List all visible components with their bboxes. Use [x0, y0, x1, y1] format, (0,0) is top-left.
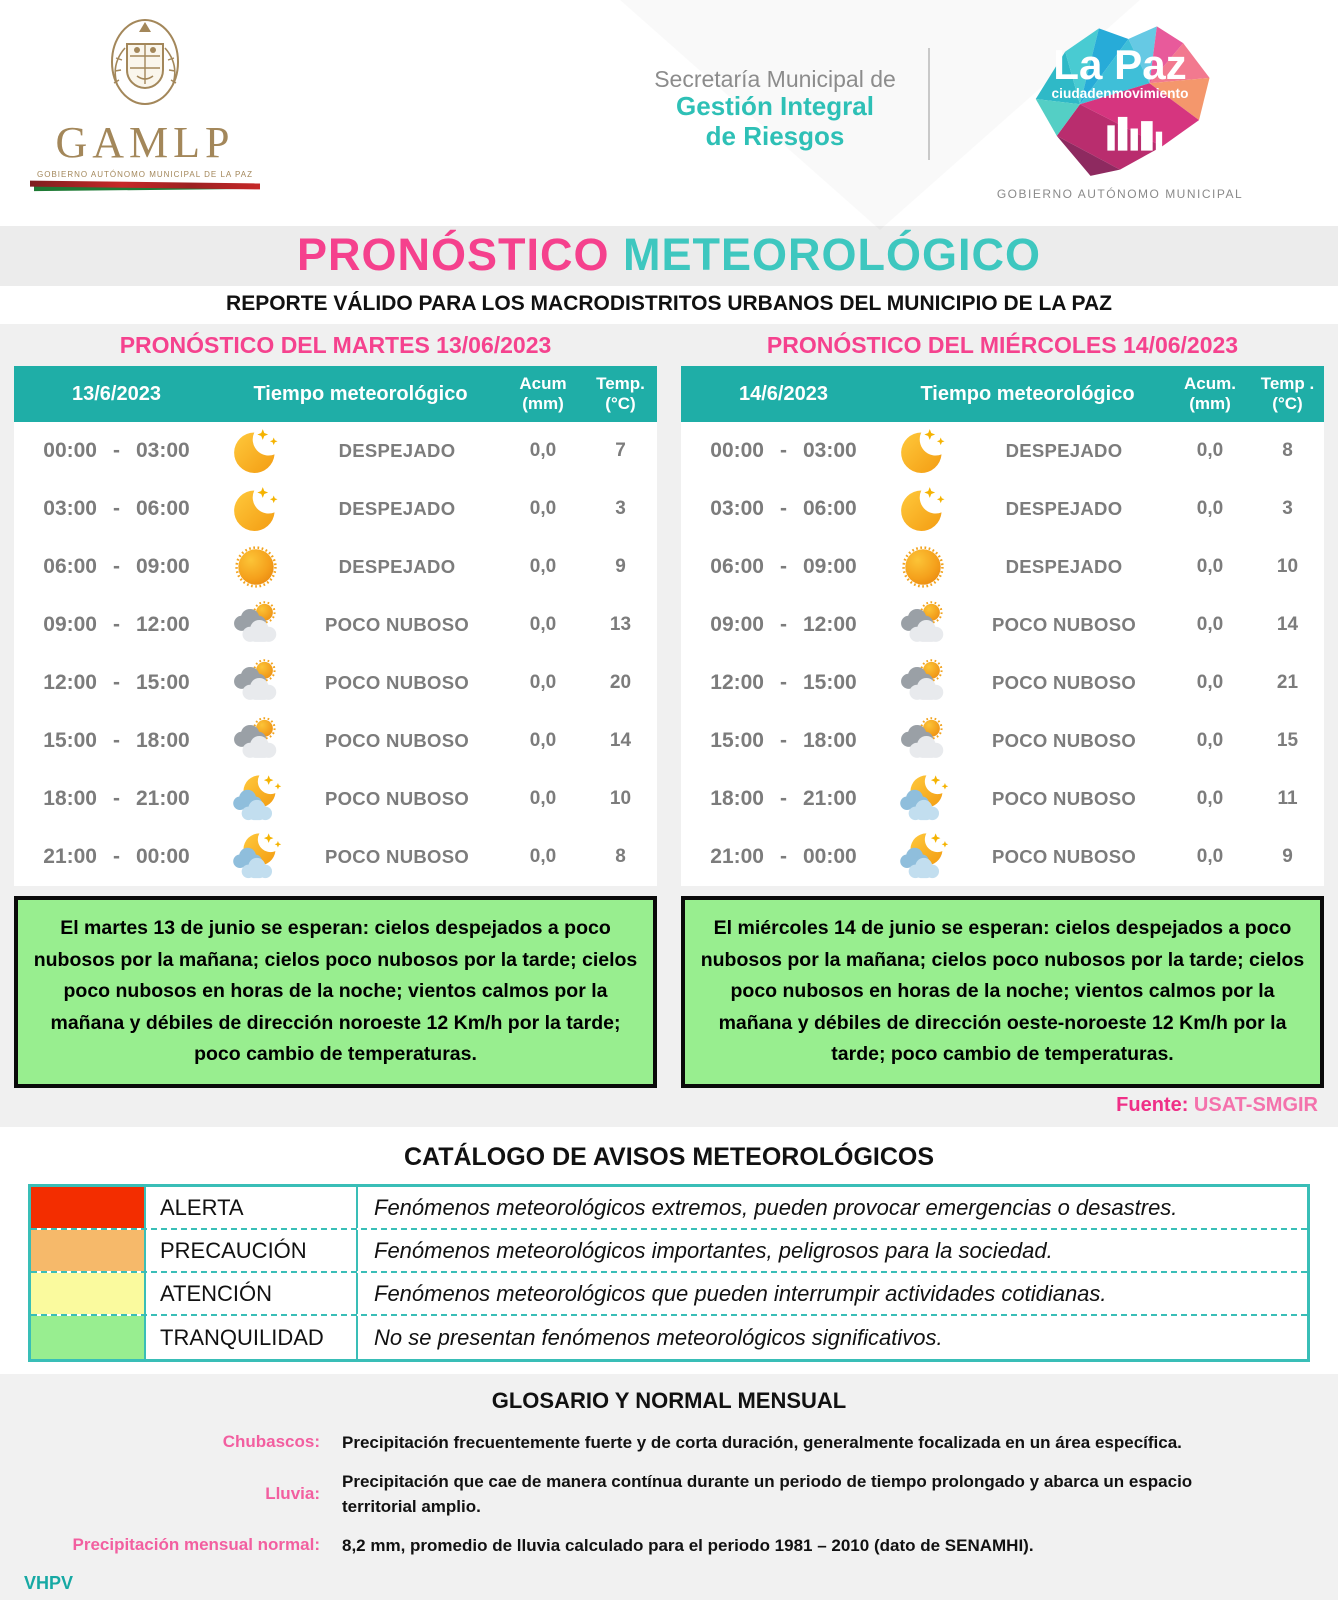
lapaz-map-icon	[1005, 40, 1235, 182]
level-description: No se presentan fenómenos meteorológicos significativos.	[374, 1324, 943, 1350]
forecast-row	[14, 770, 657, 828]
glossary-definition: 8,2 mm, promedio de lluvia calculado para el periodo 1981 – 2010 (dato de SENAMHI).	[342, 1535, 1034, 1555]
gamlp-caption: GOBIERNO AUTÓNOMO MUNICIPAL DE LA PAZ	[37, 170, 253, 179]
weather-condition: DESPEJADO	[1005, 440, 1123, 461]
lapaz-caption: GOBIERNO AUTÓNOMO MUNICIPAL	[996, 187, 1244, 201]
forecast-section	[0, 324, 1338, 1127]
acum-value: 0,0	[529, 788, 557, 809]
time-range: 00:00 - 03:00	[710, 439, 857, 462]
column-header-temp: Temp . (°C)	[1260, 374, 1315, 413]
weather-condition: DESPEJADO	[338, 498, 456, 519]
partly-cloudy-night-icon	[219, 830, 292, 884]
source-label: Fuente:	[1116, 1094, 1189, 1116]
acum-value: 0,0	[529, 498, 557, 519]
svg-text:La Paz: La Paz	[1053, 40, 1187, 88]
catalog-row	[31, 1316, 1307, 1359]
time-range: 21:00 - 00:00	[710, 845, 857, 868]
forecast-row	[681, 828, 1324, 886]
temp-value: 7	[615, 440, 626, 461]
temp-value: 10	[609, 788, 632, 809]
catalog-row	[31, 1187, 1307, 1230]
forecast-row	[681, 654, 1324, 712]
glossary-definition: Precipitación que cae de manera contínua durante un periodo de tiempo prolongado y abarca un espacio territorial amplio.	[342, 1471, 1193, 1516]
level-label: ATENCIÓN	[146, 1273, 358, 1314]
author-initials: VHPV	[24, 1573, 74, 1593]
partly-cloudy-day-icon	[886, 714, 959, 768]
forecast-row	[681, 712, 1324, 770]
forecast-row	[14, 828, 657, 886]
glossary-term: Lluvia:	[265, 1483, 320, 1503]
temp-value: 3	[1282, 498, 1293, 519]
column-header-acum: Acum. (mm)	[1184, 374, 1236, 413]
weather-condition: POCO NUBOSO	[324, 614, 470, 635]
secretaria-line1: Secretaría Municipal de	[654, 66, 896, 92]
partly-cloudy-day-icon	[219, 656, 292, 710]
page-title-part1: PRONÓSTICO	[296, 229, 610, 280]
temp-value: 3	[615, 498, 626, 519]
forecast-row	[14, 654, 657, 712]
column-header-weather: Tiempo meteorológico	[920, 382, 1135, 405]
weather-condition: POCO NUBOSO	[324, 846, 470, 867]
page-title-part2: METEOROLÓGICO	[623, 229, 1042, 280]
acum-value: 0,0	[1196, 788, 1224, 809]
glossary-entries	[0, 1430, 1338, 1558]
page-title	[0, 226, 1338, 286]
time-range: 06:00 - 09:00	[710, 555, 857, 578]
level-label: PRECAUCIÓN	[146, 1230, 358, 1271]
acum-value: 0,0	[1196, 846, 1224, 867]
column-header-temp: Temp. (°C)	[596, 374, 645, 413]
clear-night-icon	[219, 424, 292, 478]
gamlp-ribbon	[30, 182, 260, 192]
forecast-row	[14, 422, 657, 480]
forecast-summary-text: El miércoles 14 de junio se esperan: cielos despejados a poco nubosos por la mañana; cielos poco nubosos por la tarde; cielos poco nubosos en horas de la noche; vientos calmos por la mañana y débiles de dirección oeste-noroeste 12 Km/h por la tarde; poco cambio de temperaturas.	[700, 917, 1305, 1066]
time-range: 12:00 - 15:00	[43, 671, 190, 694]
catalog-section	[0, 1127, 1338, 1374]
column-header-acum: Acum (mm)	[519, 374, 567, 413]
temp-value: 20	[609, 672, 632, 693]
weather-condition: POCO NUBOSO	[991, 788, 1137, 809]
level-description: Fenómenos meteorológicos extremos, pueden provocar emergencias o desastres.	[374, 1194, 1178, 1220]
clear-night-icon	[886, 424, 959, 478]
glossary-title: GLOSARIO Y NORMAL MENSUAL	[491, 1388, 847, 1413]
level-description: Fenómenos meteorológicos importantes, peligrosos para la sociedad.	[374, 1237, 1053, 1263]
acum-value: 0,0	[529, 614, 557, 635]
source-value: USAT-SMGIR	[1193, 1094, 1318, 1116]
forecast-row	[681, 480, 1324, 538]
forecast-summary-box	[14, 896, 657, 1088]
weather-condition: DESPEJADO	[1005, 498, 1123, 519]
catalog-table	[28, 1184, 1310, 1362]
glossary-section	[0, 1374, 1338, 1600]
acum-value: 0,0	[529, 672, 557, 693]
forecast-table	[681, 366, 1324, 886]
glossary-entry	[0, 1430, 1338, 1456]
gamlp-acronym: GAMLP	[55, 118, 235, 167]
forecast-day-title: PRONÓSTICO DEL MIÉRCOLES 14/06/2023	[766, 332, 1239, 358]
partly-cloudy-night-icon	[886, 830, 959, 884]
partly-cloudy-day-icon	[219, 714, 292, 768]
level-description: Fenómenos meteorológicos que pueden interrumpir actividades cotidianas.	[374, 1280, 1107, 1306]
weather-condition: POCO NUBOSO	[324, 730, 470, 751]
partly-cloudy-night-icon	[219, 772, 292, 826]
catalog-row	[31, 1273, 1307, 1316]
forecast-row	[14, 480, 657, 538]
level-color-swatch	[31, 1316, 146, 1359]
forecast-summary-box	[681, 896, 1324, 1088]
temp-value: 13	[609, 614, 632, 635]
acum-value: 0,0	[529, 440, 557, 461]
clear-night-icon	[219, 482, 292, 536]
temp-value: 11	[1277, 788, 1298, 809]
header-divider	[928, 48, 930, 160]
level-label: TRANQUILIDAD	[146, 1316, 358, 1359]
glossary-entry	[0, 1469, 1338, 1520]
time-range: 03:00 - 06:00	[710, 497, 857, 520]
glossary-term: Precipitación mensual normal:	[72, 1534, 320, 1554]
temp-value: 8	[1282, 440, 1293, 461]
column-header-date: 14/6/2023	[739, 382, 828, 405]
column-header-date: 13/6/2023	[72, 382, 161, 405]
forecast-row	[14, 712, 657, 770]
weather-condition: POCO NUBOSO	[991, 730, 1137, 751]
temp-value: 9	[1282, 846, 1293, 867]
forecast-row	[681, 770, 1324, 828]
time-range: 03:00 - 06:00	[43, 497, 190, 520]
level-label: ALERTA	[146, 1187, 358, 1228]
acum-value: 0,0	[529, 846, 557, 867]
weather-condition: POCO NUBOSO	[991, 846, 1137, 867]
time-range: 18:00 - 21:00	[43, 787, 190, 810]
acum-value: 0,0	[1196, 498, 1224, 519]
weather-condition: POCO NUBOSO	[324, 788, 470, 809]
forecast-table-body	[681, 422, 1324, 886]
time-range: 15:00 - 18:00	[710, 729, 857, 752]
clear-day-icon	[219, 540, 292, 594]
temp-value: 21	[1276, 672, 1299, 693]
catalog-title: CATÁLOGO DE AVISOS METEOROLÓGICOS	[403, 1143, 935, 1171]
level-color-swatch	[31, 1230, 146, 1271]
acum-value: 0,0	[1196, 614, 1224, 635]
page-subtitle: REPORTE VÁLIDO PARA LOS MACRODISTRITOS URBANOS DEL MUNICIPIO DE LA PAZ	[0, 286, 1338, 324]
clear-day-icon	[886, 540, 959, 594]
temp-value: 15	[1276, 730, 1299, 751]
forecast-row	[681, 422, 1324, 480]
glossary-definition: Precipitación frecuentemente fuerte y de corta duración, generalmente focalizada en un área específica.	[342, 1433, 1182, 1452]
acum-value: 0,0	[1196, 672, 1224, 693]
weather-condition: DESPEJADO	[1005, 556, 1123, 577]
time-range: 09:00 - 12:00	[43, 613, 190, 636]
acum-value: 0,0	[1196, 730, 1224, 751]
time-range: 15:00 - 18:00	[43, 729, 190, 752]
forecast-row	[14, 538, 657, 596]
forecast-row	[681, 538, 1324, 596]
secretaria-line3: de Riesgos	[705, 121, 845, 152]
forecast-summary-text: El martes 13 de junio se esperan: cielos despejados a poco nubosos por la mañana; cielos poco nubosos por la tarde; cielos poco nubosos en horas de la noche; vientos calmos por la mañana y débiles de dirección noroeste 12 Km/h por la tarde; poco cambio de temperaturas.	[33, 917, 638, 1066]
secretaria-title	[640, 66, 910, 152]
time-range: 12:00 - 15:00	[710, 671, 857, 694]
acum-value: 0,0	[529, 730, 557, 751]
weather-condition: DESPEJADO	[338, 440, 456, 461]
time-range: 00:00 - 03:00	[43, 439, 190, 462]
time-range: 06:00 - 09:00	[43, 555, 190, 578]
temp-value: 10	[1276, 556, 1299, 577]
forecast-row	[14, 596, 657, 654]
weather-condition: POCO NUBOSO	[991, 672, 1137, 693]
page-header	[0, 0, 1338, 226]
source-line	[14, 1088, 1324, 1125]
forecast-table-header	[681, 366, 1324, 422]
clear-night-icon	[886, 482, 959, 536]
column-header-weather: Tiempo meteorológico	[253, 382, 468, 405]
partly-cloudy-night-icon	[886, 772, 959, 826]
level-color-swatch	[31, 1187, 146, 1228]
glossary-term: Chubascos:	[222, 1432, 320, 1452]
partly-cloudy-day-icon	[886, 656, 959, 710]
weather-condition: DESPEJADO	[338, 556, 456, 577]
acum-value: 0,0	[529, 556, 557, 577]
secretaria-line2: Gestión Integral	[676, 91, 874, 122]
forecast-column-tuesday	[14, 324, 657, 1088]
forecast-row	[681, 596, 1324, 654]
forecast-table-header	[14, 366, 657, 422]
time-range: 09:00 - 12:00	[710, 613, 857, 636]
time-range: 21:00 - 00:00	[43, 845, 190, 868]
catalog-row	[31, 1230, 1307, 1273]
temp-value: 9	[615, 556, 626, 577]
forecast-table-body	[14, 422, 657, 886]
acum-value: 0,0	[1196, 440, 1224, 461]
gamlp-logo	[30, 14, 260, 192]
forecast-column-wednesday	[681, 324, 1324, 1088]
temp-value: 14	[1276, 614, 1299, 635]
temp-value: 14	[609, 730, 632, 751]
level-color-swatch	[31, 1273, 146, 1314]
temp-value: 8	[615, 846, 626, 867]
time-range: 18:00 - 21:00	[710, 787, 857, 810]
forecast-table	[14, 366, 657, 886]
partly-cloudy-day-icon	[886, 598, 959, 652]
lapaz-logo	[960, 20, 1280, 201]
weather-condition: POCO NUBOSO	[324, 672, 470, 693]
glossary-entry	[0, 1533, 1338, 1559]
weather-condition: POCO NUBOSO	[991, 614, 1137, 635]
gamlp-crest-icon	[97, 97, 193, 114]
partly-cloudy-day-icon	[219, 598, 292, 652]
forecast-day-title: PRONÓSTICO DEL MARTES 13/06/2023	[119, 332, 552, 358]
svg-text:ciudadenmovimiento: ciudadenmovimiento	[1051, 85, 1189, 101]
acum-value: 0,0	[1196, 556, 1224, 577]
